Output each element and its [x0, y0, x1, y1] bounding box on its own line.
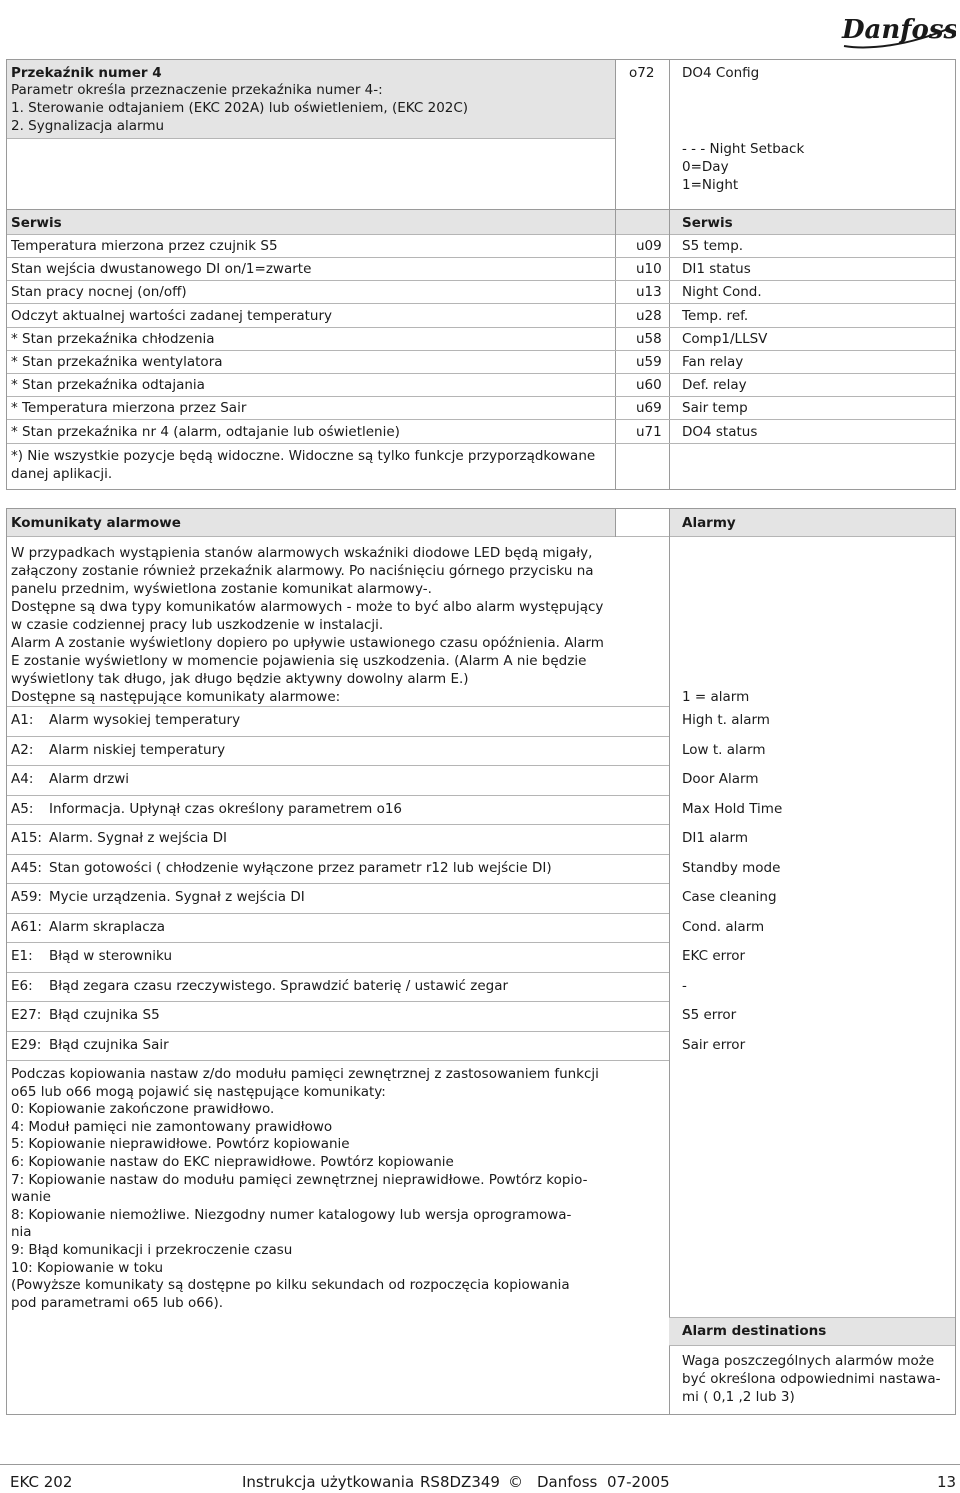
- alarm-code: A59:: [11, 889, 42, 905]
- service-row: [7, 373, 955, 396]
- service-header-band: [7, 209, 955, 234]
- service-row-code: u59: [636, 354, 662, 370]
- alarm-code: A45:: [11, 859, 42, 876]
- copy-message-line: o65 lub o66 mogą pojawić się następujące komunikaty:: [11, 1083, 386, 1100]
- alarm-intro-line: Dostępne są dwa typy komunikatów alarmowych - może to być albo alarm występujący: [11, 599, 604, 615]
- alarm-desc: Alarm skraplacza: [49, 918, 166, 935]
- alarm-code: E1:: [11, 948, 33, 964]
- copy-message-line: wanie: [11, 1189, 51, 1206]
- row-divider: [7, 854, 669, 855]
- row-divider: [7, 706, 669, 707]
- service-row-name: Def. relay: [682, 377, 747, 394]
- row-divider: [7, 736, 669, 737]
- service-row-name: DO4 status: [682, 423, 758, 440]
- alarm-desc: Błąd zegara czasu rzeczywistego. Sprawdzić baterię / ustawić zegar: [49, 977, 509, 994]
- service-row-name: Sair temp: [682, 400, 748, 417]
- alarm-row: [7, 824, 955, 853]
- alarm-name: S5 error: [682, 1007, 737, 1023]
- service-row: [7, 234, 955, 257]
- alarm-name: Sair error: [682, 1036, 746, 1053]
- alarm-name: DI1 alarm: [682, 830, 749, 846]
- footer-doc: Instrukcja użytkowania: [242, 1473, 415, 1491]
- alarm-code: A4:: [11, 771, 34, 787]
- service-row: [7, 396, 955, 419]
- service-row-code: u58: [636, 330, 662, 347]
- alarm-intro-line: panelu przednim, wyświetlona zostanie komunikat alarmowy-.: [11, 581, 432, 597]
- row-divider: [7, 942, 669, 943]
- alarm-code: E27:: [11, 1007, 42, 1023]
- alarm-name: -: [682, 977, 687, 994]
- copy-message-line: Podczas kopiowania nastaw z/do modułu pamięci zewnętrznej z zastosowaniem funkcji: [11, 1066, 599, 1082]
- copy-message-line: pod parametrami o65 lub o66).: [11, 1294, 224, 1311]
- alarm-name: EKC error: [682, 948, 746, 964]
- svg-text:Danfoss: Danfoss: [842, 15, 956, 45]
- row-divider: [7, 913, 669, 914]
- service-row: [7, 280, 955, 303]
- row-divider: [7, 972, 669, 973]
- destinations-line: Waga poszczególnych alarmów może: [682, 1353, 935, 1369]
- alarm-code: A15:: [11, 830, 42, 846]
- alarm-code: E6:: [11, 977, 33, 994]
- alarm-name: Low t. alarm: [682, 741, 766, 758]
- service-row-label: Temperatura mierzona przez czujnik S5: [11, 238, 278, 254]
- service-row: [7, 304, 955, 327]
- service-row-name: Temp. ref.: [682, 307, 749, 324]
- service-row-name: Fan relay: [682, 354, 744, 370]
- copy-message-line: 0: Kopiowanie zakończone prawidłowo.: [11, 1101, 275, 1118]
- service-row-label: * Stan przekaźnika wentylatora: [11, 354, 223, 370]
- footer-product: EKC 202: [10, 1473, 73, 1491]
- alarm-name: Cond. alarm: [682, 918, 765, 935]
- alarm-code: A61:: [11, 918, 42, 935]
- alarm-value: 1 = alarm: [682, 689, 750, 705]
- alarm-desc: Informacja. Upłynął czas określony parametrem o16: [49, 800, 403, 817]
- alarm-intro-line: E zostanie wyświetlony w momencie pojawienia się uszkodzenia. (Alarm A nie będzie: [11, 653, 587, 669]
- alarm-name: Standby mode: [682, 859, 781, 876]
- destinations-line: być określona odpowiednimi nastawa-: [682, 1371, 941, 1387]
- alarm-name: Case cleaning: [682, 889, 777, 905]
- alarm-desc: Alarm drzwi: [49, 771, 130, 787]
- relay4-code: o72: [629, 65, 655, 81]
- footer-date: 07-2005: [607, 1473, 670, 1491]
- alarm-name: Max Hold Time: [682, 800, 783, 817]
- service-row-code: u60: [636, 377, 662, 394]
- copy-message-line: 8: Kopiowanie niemożliwe. Niezgodny numer katalogowy lub wersja oprogramowa-: [11, 1206, 572, 1223]
- service-row: [7, 257, 955, 280]
- row-divider: [7, 443, 955, 444]
- service-row-code: u69: [636, 400, 662, 417]
- alarm-row: [7, 765, 955, 794]
- service-row-code: u71: [636, 423, 662, 440]
- alarm-intro-line: w czasie codziennej pracy lub uszkodzenie w instalacji.: [11, 617, 384, 633]
- alarm-intro-line: Dostępne są następujące komunikaty alarmowe:: [11, 689, 341, 705]
- alarm-intro-line: Alarm A zostanie wyświetlony dopiero po upływie ustawionego czasu opóźnienia. Alarm: [11, 635, 604, 651]
- alarm-intro-line: W przypadkach wystąpienia stanów alarmowych wskaźniki diodowe LED będą migały,: [11, 545, 593, 561]
- alarm-row: [7, 883, 955, 912]
- copy-message-line: 10: Kopiowanie w toku: [11, 1259, 164, 1276]
- service-row-name: Night Cond.: [682, 284, 762, 301]
- alarm-desc: Alarm niskiej temperatury: [49, 741, 226, 758]
- row-divider: [7, 1031, 669, 1032]
- row-divider: [7, 765, 669, 766]
- relay4-name: DO4 Config: [682, 65, 760, 81]
- alarm-code: A2:: [11, 741, 34, 758]
- service-row-label: * Temperatura mierzona przez Sair: [11, 400, 247, 417]
- service-row-code: u10: [636, 261, 662, 278]
- alarm-row: [7, 972, 955, 1001]
- destinations-line: mi ( 0,1 ,2 lub 3): [682, 1389, 795, 1405]
- relay4-option: 0=Day: [682, 159, 729, 175]
- relay4-title: Przekaźnik numer 4: [11, 65, 162, 81]
- service-row-label: * Stan przekaźnika chłodzenia: [11, 330, 215, 347]
- row-divider: [7, 1001, 669, 1002]
- row-divider: [7, 795, 669, 796]
- alarm-code: E29:: [11, 1036, 42, 1053]
- service-row-code: u28: [636, 307, 662, 324]
- alarms-title-right: Alarmy: [682, 515, 736, 531]
- alarm-row: [7, 1031, 955, 1060]
- service-row: [7, 420, 955, 443]
- service-row: [7, 350, 955, 373]
- service-row-code: u13: [636, 284, 662, 301]
- service-row-label: Stan wejścia dwustanowego DI on/1=zwarte: [11, 261, 312, 278]
- footer-page: 13: [937, 1473, 957, 1491]
- copy-message-line: 9: Błąd komunikacji i przekroczenie czasu: [11, 1242, 293, 1258]
- alarm-intro-line: wyświetlony tak długo, jak długo będzie aktywny dowolny alarm E.): [11, 671, 469, 687]
- alarm-desc: Stan gotowości ( chłodzenie wyłączone przez parametr r12 lub wejście DI): [49, 859, 552, 876]
- service-title-right: Serwis: [682, 215, 733, 231]
- copy-message-line: 4: Moduł pamięci nie zamontowany prawidłowo: [11, 1118, 333, 1135]
- copy-message-line: nia: [11, 1224, 32, 1241]
- relay4-line: 1. Sterowanie odtajaniem (EKC 202A) lub oświetleniem, (EKC 202C): [11, 100, 469, 116]
- alarm-row: [7, 706, 955, 735]
- service-row-label: * Stan przekaźnika nr 4 (alarm, odtajanie lub oświetlenie): [11, 423, 400, 440]
- alarm-row: [7, 913, 955, 942]
- row-divider: [7, 824, 669, 825]
- service-row-label: Odczyt aktualnej wartości zadanej temperatury: [11, 307, 333, 324]
- service-row-label: * Stan przekaźnika odtajania: [11, 377, 205, 394]
- alarm-row: [7, 854, 955, 883]
- copyright-icon: ©: [508, 1473, 523, 1491]
- relay4-option: 1=Night: [682, 177, 739, 193]
- alarm-row: [7, 736, 955, 765]
- copy-message-line: 5: Kopiowanie nieprawidłowe. Powtórz kopiowanie: [11, 1136, 350, 1153]
- alarm-desc: Mycie urządzenia. Sygnał z wejścia DI: [49, 889, 305, 905]
- alarm-name: Door Alarm: [682, 771, 759, 787]
- service-row-name: S5 temp.: [682, 238, 744, 254]
- relay4-line: 2. Sygnalizacja alarmu: [11, 118, 165, 134]
- row-divider: [7, 883, 669, 884]
- alarm-desc: Błąd czujnika S5: [49, 1007, 160, 1023]
- alarm-desc: Błąd w sterowniku: [49, 948, 173, 964]
- alarm-desc: Alarm. Sygnał z wejścia DI: [49, 830, 228, 846]
- service-row-code: u09: [636, 238, 662, 254]
- service-row-name: DI1 status: [682, 261, 751, 278]
- relay4-line: Parametr określa przeznaczenie przekaźnika numer 4-:: [11, 82, 383, 98]
- alarms-title: Komunikaty alarmowe: [11, 515, 181, 531]
- footer-company: Danfoss: [537, 1473, 598, 1491]
- danfoss-logo: [838, 6, 956, 52]
- alarm-code: A1:: [11, 712, 34, 728]
- service-footnote: *) Nie wszystkie pozycje będą widoczne. Widoczne są tylko funkcje przyporządkowane danej aplikacji.: [11, 448, 596, 482]
- service-row: [7, 327, 955, 350]
- alarm-row: [7, 795, 955, 824]
- alarm-desc: Błąd czujnika Sair: [49, 1036, 169, 1053]
- copy-message-line: (Powyższe komunikaty są dostępne po kilku sekundach od rozpoczęcia kopiowania: [11, 1277, 570, 1294]
- alarm-desc: Alarm wysokiej temperatury: [49, 712, 241, 728]
- alarm-name: High t. alarm: [682, 712, 770, 728]
- copy-message-line: 6: Kopiowanie nastaw do EKC nieprawidłowe. Powtórz kopiowanie: [11, 1154, 454, 1170]
- alarm-code: A5:: [11, 800, 34, 817]
- service-row-label: Stan pracy nocnej (on/off): [11, 284, 187, 301]
- service-title: Serwis: [11, 215, 62, 231]
- destinations-title: Alarm destinations: [682, 1323, 827, 1339]
- alarm-row: [7, 1001, 955, 1030]
- copy-message-line: 7: Kopiowanie nastaw do modułu pamięci zewnętrznej nieprawidłowe. Powtórz kopio-: [11, 1171, 588, 1188]
- footer-code: RS8DZ349: [420, 1473, 500, 1491]
- alarm-row: [7, 942, 955, 971]
- relay4-option: - - - Night Setback: [682, 141, 805, 157]
- alarm-intro-line: załączony zostanie również przekaźnik alarmowy. Po naciśnięciu górnego przycisku na: [11, 563, 594, 579]
- service-row-name: Comp1/LLSV: [682, 330, 768, 347]
